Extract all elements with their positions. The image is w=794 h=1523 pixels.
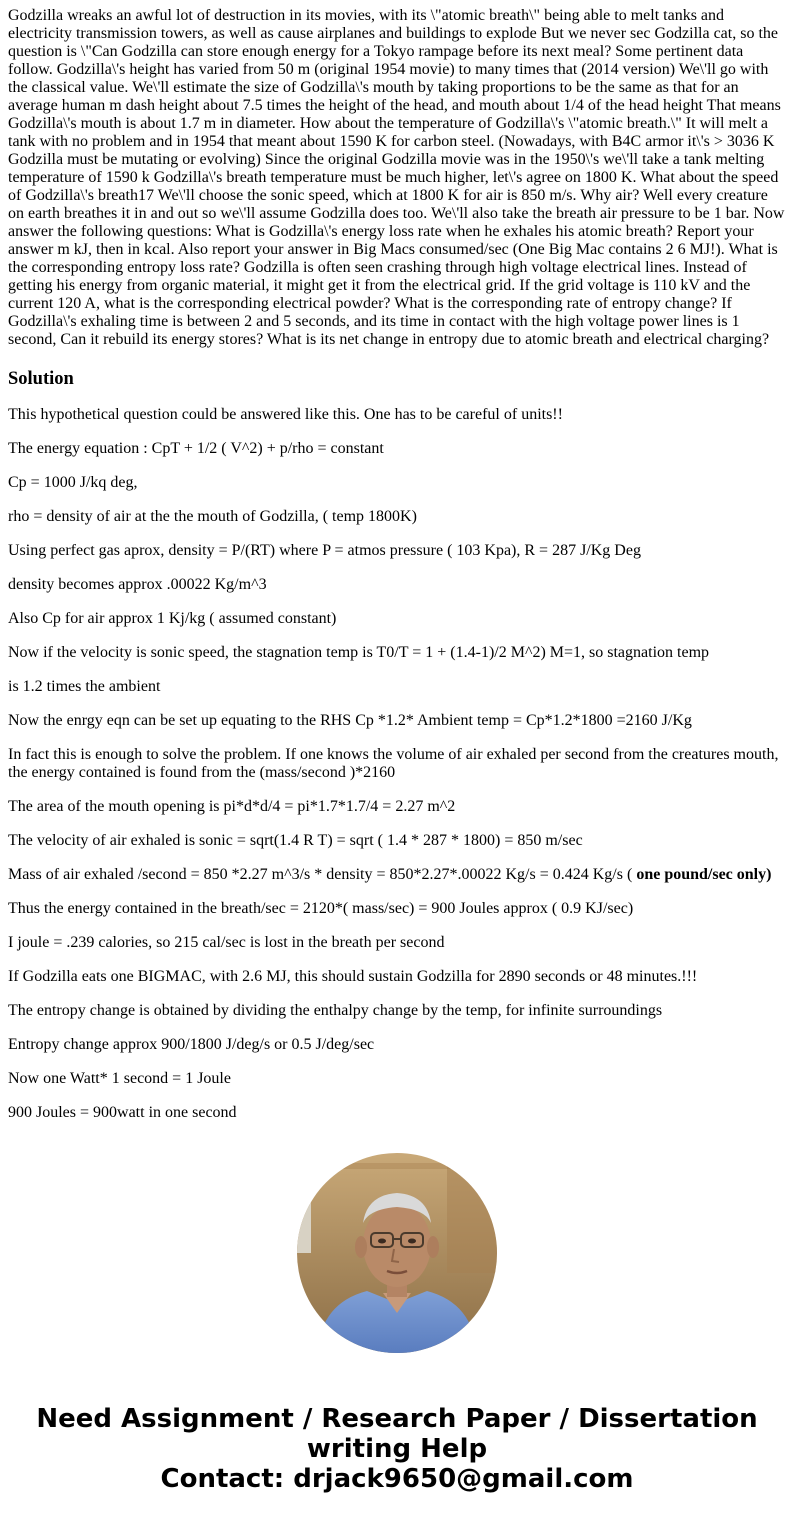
- solution-line: The energy equation : CpT + 1/2 ( V^2) + p/rho = constant: [8, 440, 384, 457]
- footer-line-1: Need Assignment / Research Paper / Dissertation: [36, 1404, 758, 1434]
- solution-line-mass: [8, 866, 786, 884]
- footer-line-2: writing Help: [306, 1434, 488, 1464]
- solution-line: Also Cp for air approx 1 Kj/kg ( assumed constant): [8, 610, 337, 627]
- footer-contact: Contact: drjack9650@gmail.com: [160, 1464, 634, 1494]
- solution-line: In fact this is enough to solve the problem. If one knows the volume of air exhaled per second from the creatures mouth, the energy contained is found from the (mass/second )*2160: [8, 746, 779, 781]
- solution-line: Now the enrgy eqn can be set up equating to the RHS Cp *1.2* Ambient temp = Cp*1.2*1800 =2160 J/Kg: [8, 712, 692, 729]
- solution-line: Thus the energy contained in the breath/sec = 2120*( mass/sec) = 900 Joules approx ( 0.9 KJ/sec): [8, 900, 634, 917]
- solution-line: Now one Watt* 1 second = 1 Joule: [8, 1070, 231, 1087]
- contact-footer: [0, 1404, 794, 1494]
- solution-line: This hypothetical question could be answered like this. One has to be careful of units!!: [8, 406, 563, 423]
- solution-line: The velocity of air exhaled is sonic = sqrt(1.4 R T) = sqrt ( 1.4 * 287 * 1800) = 850 m/sec: [8, 832, 583, 849]
- solution-line: is 1.2 times the ambient: [8, 678, 161, 695]
- solution-line: 900 Joules = 900watt in one second: [8, 1104, 237, 1121]
- question-text: Godzilla wreaks an awful lot of destruction in its movies, with its \"atomic breath\" being able to melt tanks and electricity transmission towers, as well as cause airplanes and buildings to explode But we never sec Godzilla cat, so the question is \"Can Godzilla can store enough energy for a Tokyo rampage before its next meal? Some pertinent data follow. Godzilla\'s height has varied from 50 m (original 1954 movie) to many times that (2014 version) We\'ll go with the classical value. We\'ll estimate the size of Godzilla\'s mouth by taking proportions to be the same as that for an average human m dash height about 7.5 times the height of the head, and mouth about 1/4 of the head height That means Godzilla\'s mouth is about 1.7 m in diameter. How about the temperature of Godzilla\'s \"atomic breath.\" It will melt a tank with no problem and in 1954 that meant about 1590 K for carbon steel. (Nowadays, with B4C armor it\'s > 3036 K Godzilla must be mutating or evolving) Since the original Godzilla movie was in the 1950\'s we\'ll take a tank melting temperature of 1590 k Godzilla\'s breath temperature must be much higher, let\'s agree on 1800 K. What about the speed of Godzilla\'s breath17 We\'ll choose the sonic speed, which at 1800 K for air is 850 m/s. Why air? Well every creature on earth breathes it in and out so we\'ll assume Godzilla does too. We\'ll also take the breath air pressure to be 1 bar. Now answer the following questions: What is Godzilla\'s energy loss rate when he exhales his atomic breath? Report your answer m kJ, then in kcal. Also report your answer in Big Macs consumed/sec (One Big Mac contains 2 6 MJ!). What is the corresponding entropy loss rate? Godzilla is often seen crashing through high voltage electrical lines. Instead of getting his energy from organic material, it might get it from the electrical grid. If the grid voltage is 110 kV and the current 120 A, what is the corresponding electrical powder? What is the corresponding rate of entropy change? If Godzilla\'s exhaling time is between 2 and 5 seconds, and its time in contact with the high voltage power lines is 1 second, Can it rebuild its energy stores? What is its net change in entropy due to atomic breath and electrical charging?: [8, 7, 785, 348]
- solution-line: Now if the velocity is sonic speed, the stagnation temp is T0/T = 1 + (1.4-1)/2 M^2) M=1, so stagnation temp: [8, 644, 710, 661]
- mass-line-bold: one pound/sec only): [636, 866, 772, 883]
- solution-line: rho = density of air at the the mouth of Godzilla, ( temp 1800K): [8, 508, 417, 525]
- solution-line: Using perfect gas aprox, density = P/(RT) where P = atmos pressure ( 103 Kpa), R = 287 J/Kg Deg: [8, 542, 641, 559]
- solution-line: Entropy change approx 900/1800 J/deg/s or 0.5 J/deg/sec: [8, 1036, 375, 1053]
- solution-heading: Solution: [8, 369, 74, 389]
- solution-line: I joule = .239 calories, so 215 cal/sec is lost in the breath per second: [8, 934, 445, 951]
- solution-line: The area of the mouth opening is pi*d*d/4 = pi*1.7*1.7/4 = 2.27 m^2: [8, 798, 456, 815]
- author-avatar: [297, 1153, 497, 1353]
- solution-line: density becomes approx .00022 Kg/m^3: [8, 576, 267, 593]
- solution-line: The entropy change is obtained by dividing the enthalpy change by the temp, for infinite surroundings: [8, 1002, 663, 1019]
- document-body: [8, 7, 786, 1122]
- solution-line: If Godzilla eats one BIGMAC, with 2.6 MJ, this should sustain Godzilla for 2890 seconds or 48 minutes.!!!: [8, 968, 698, 985]
- solution-line: Cp = 1000 J/kq deg,: [8, 474, 138, 491]
- mass-line-text: Mass of air exhaled /second = 850 *2.27 m^3/s * density = 850*2.27*.00022 Kg/s = 0.424 Kg/s (: [8, 866, 637, 883]
